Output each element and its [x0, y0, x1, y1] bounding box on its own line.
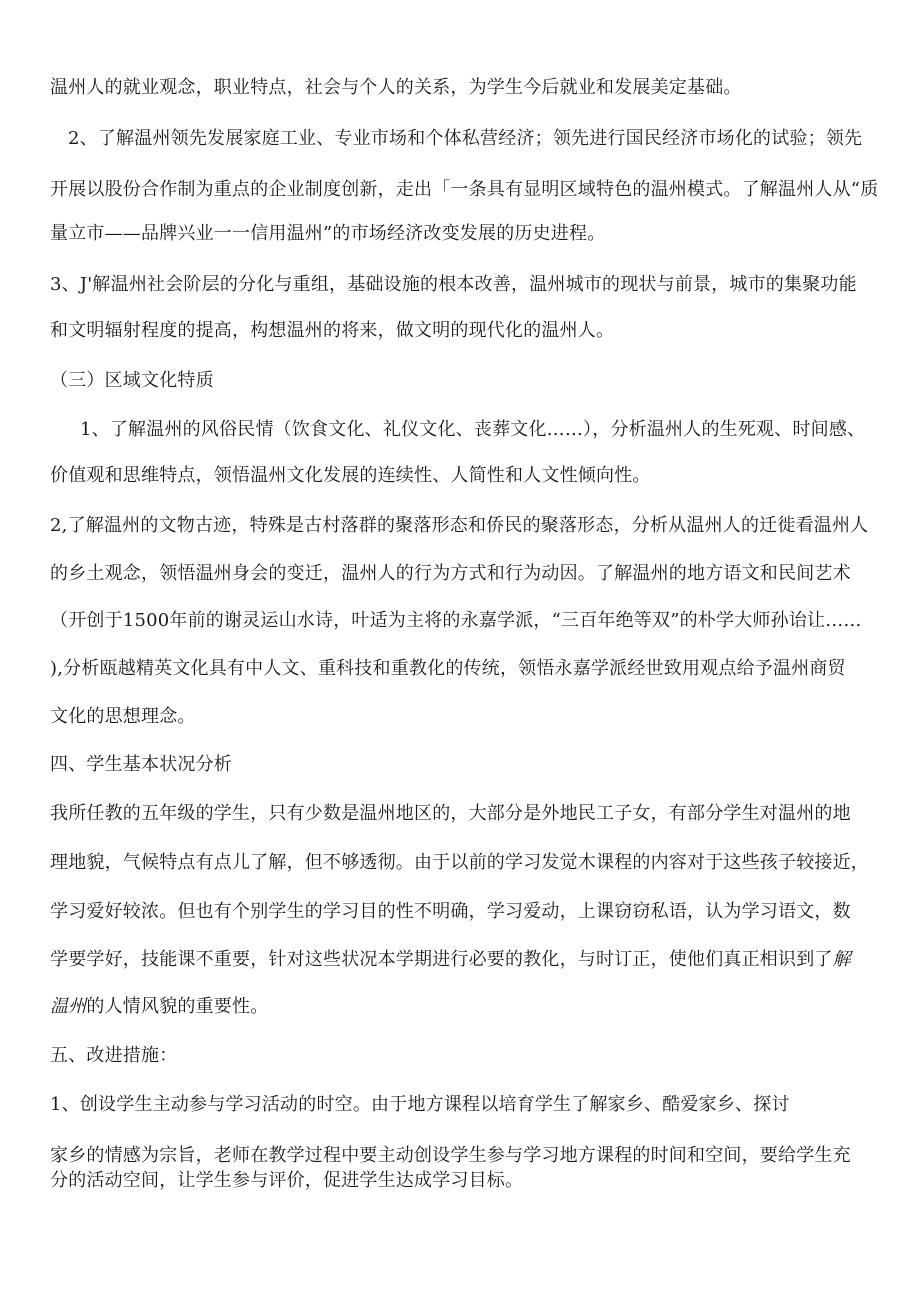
paragraph-line: 1、了解温州的风俗民情（饮食文化、礼仪文化、丧葬文化……），分析温州人的生死观、时间感、	[80, 419, 866, 440]
paragraph-line: 2,了解温州的文物古迹，特殊是古村落群的聚落形态和侨民的聚落形态，分析从温州人的迁徙看温州人	[50, 515, 869, 536]
section-heading: （三）区域文化特质	[50, 370, 214, 391]
paragraph-line: 家乡的情感为宗旨，老师在教学过程中要主动创设学生参与学习地方课程的时间和空间，要给学生充	[50, 1145, 851, 1166]
section-heading: 五、改进措施：	[50, 1045, 178, 1066]
italic-text: 温州	[50, 996, 87, 1017]
paragraph-line: （开创于1500年前的谢灵运山水诗，叶适为主将的永嘉学派，“三百年绝等双”的朴学大师孙诒让……	[50, 610, 862, 631]
paragraph-line: 文化的思想理念。	[50, 706, 196, 727]
paragraph-line: 开展以股份合作制为重点的企业制度创新，走出「一条具有显明区域特色的温州模式。了解温州人从“质	[50, 179, 879, 200]
paragraph-line: 分的活动空间，让学生参与评价，促进学生达成学习目标。	[50, 1170, 524, 1191]
paragraph-line	[50, 947, 851, 973]
paragraph-line: 和文明辐射程度的提高，构想温州的将来，做文明的现代化的温州人。	[50, 320, 615, 341]
paragraph-line: 量立市——品牌兴业一一信用温州”的市场经济改变发展的历史进程。	[50, 223, 606, 244]
section-heading: 四、学生基本状况分析	[50, 754, 232, 775]
paragraph-line: 理地貌，气候特点有点儿了解，但不够透彻。由于以前的学习发觉木课程的内容对于这些孩子较接近，	[50, 852, 869, 873]
paragraph-line	[50, 994, 268, 1020]
line-text: 学要学好，技能课不重要，针对这些状况本学期进行必要的教化，与时订正，使他们真正相识到了	[50, 949, 833, 970]
paragraph-line: 学习爱好较浓。但也有个别学生的学习目的性不明确，学习爱动，上课窃窃私语，认为学习语文，数	[50, 901, 851, 922]
paragraph-line: 的乡土观念，领悟温州身会的变迁，温州人的行为方式和行为动因。了解温州的地方语文和民间艺术	[50, 563, 851, 584]
paragraph-line: 3、J'解温州社会阶层的分化与重组，基础设施的根本改善，温州城市的现状与前景，城市的集聚功能	[50, 274, 857, 295]
line-text: 的人情风貌的重要性。	[86, 996, 269, 1017]
paragraph-line: 我所任教的五年级的学生，只有少数是温州地区的，大部分是外地民工子女，有部分学生对温州的地	[50, 803, 851, 824]
paragraph-line: 温州人的就业观念，职业特点，社会与个人的关系，为学生今后就业和发展美定基础。	[50, 77, 742, 98]
paragraph-line: ),分析瓯越精英文化具有中人文、重科技和重教化的传统，领悟永嘉学派经世致用观点给予温州商贸	[50, 658, 846, 679]
paragraph-line: 1、创设学生主动参与学习活动的时空。由于地方课程以培育学生了解家乡、酷爱家乡、探讨	[50, 1094, 790, 1115]
italic-text: 解	[832, 949, 851, 970]
paragraph-line: 2、了解温州领先发展家庭工业、专业市场和个体私营经济；领先进行国民经济市场化的试验；领先	[68, 128, 863, 149]
paragraph-line: 价值观和思维特点，领悟温州文化发展的连续性、人简性和人文性倾向性。	[50, 465, 651, 486]
